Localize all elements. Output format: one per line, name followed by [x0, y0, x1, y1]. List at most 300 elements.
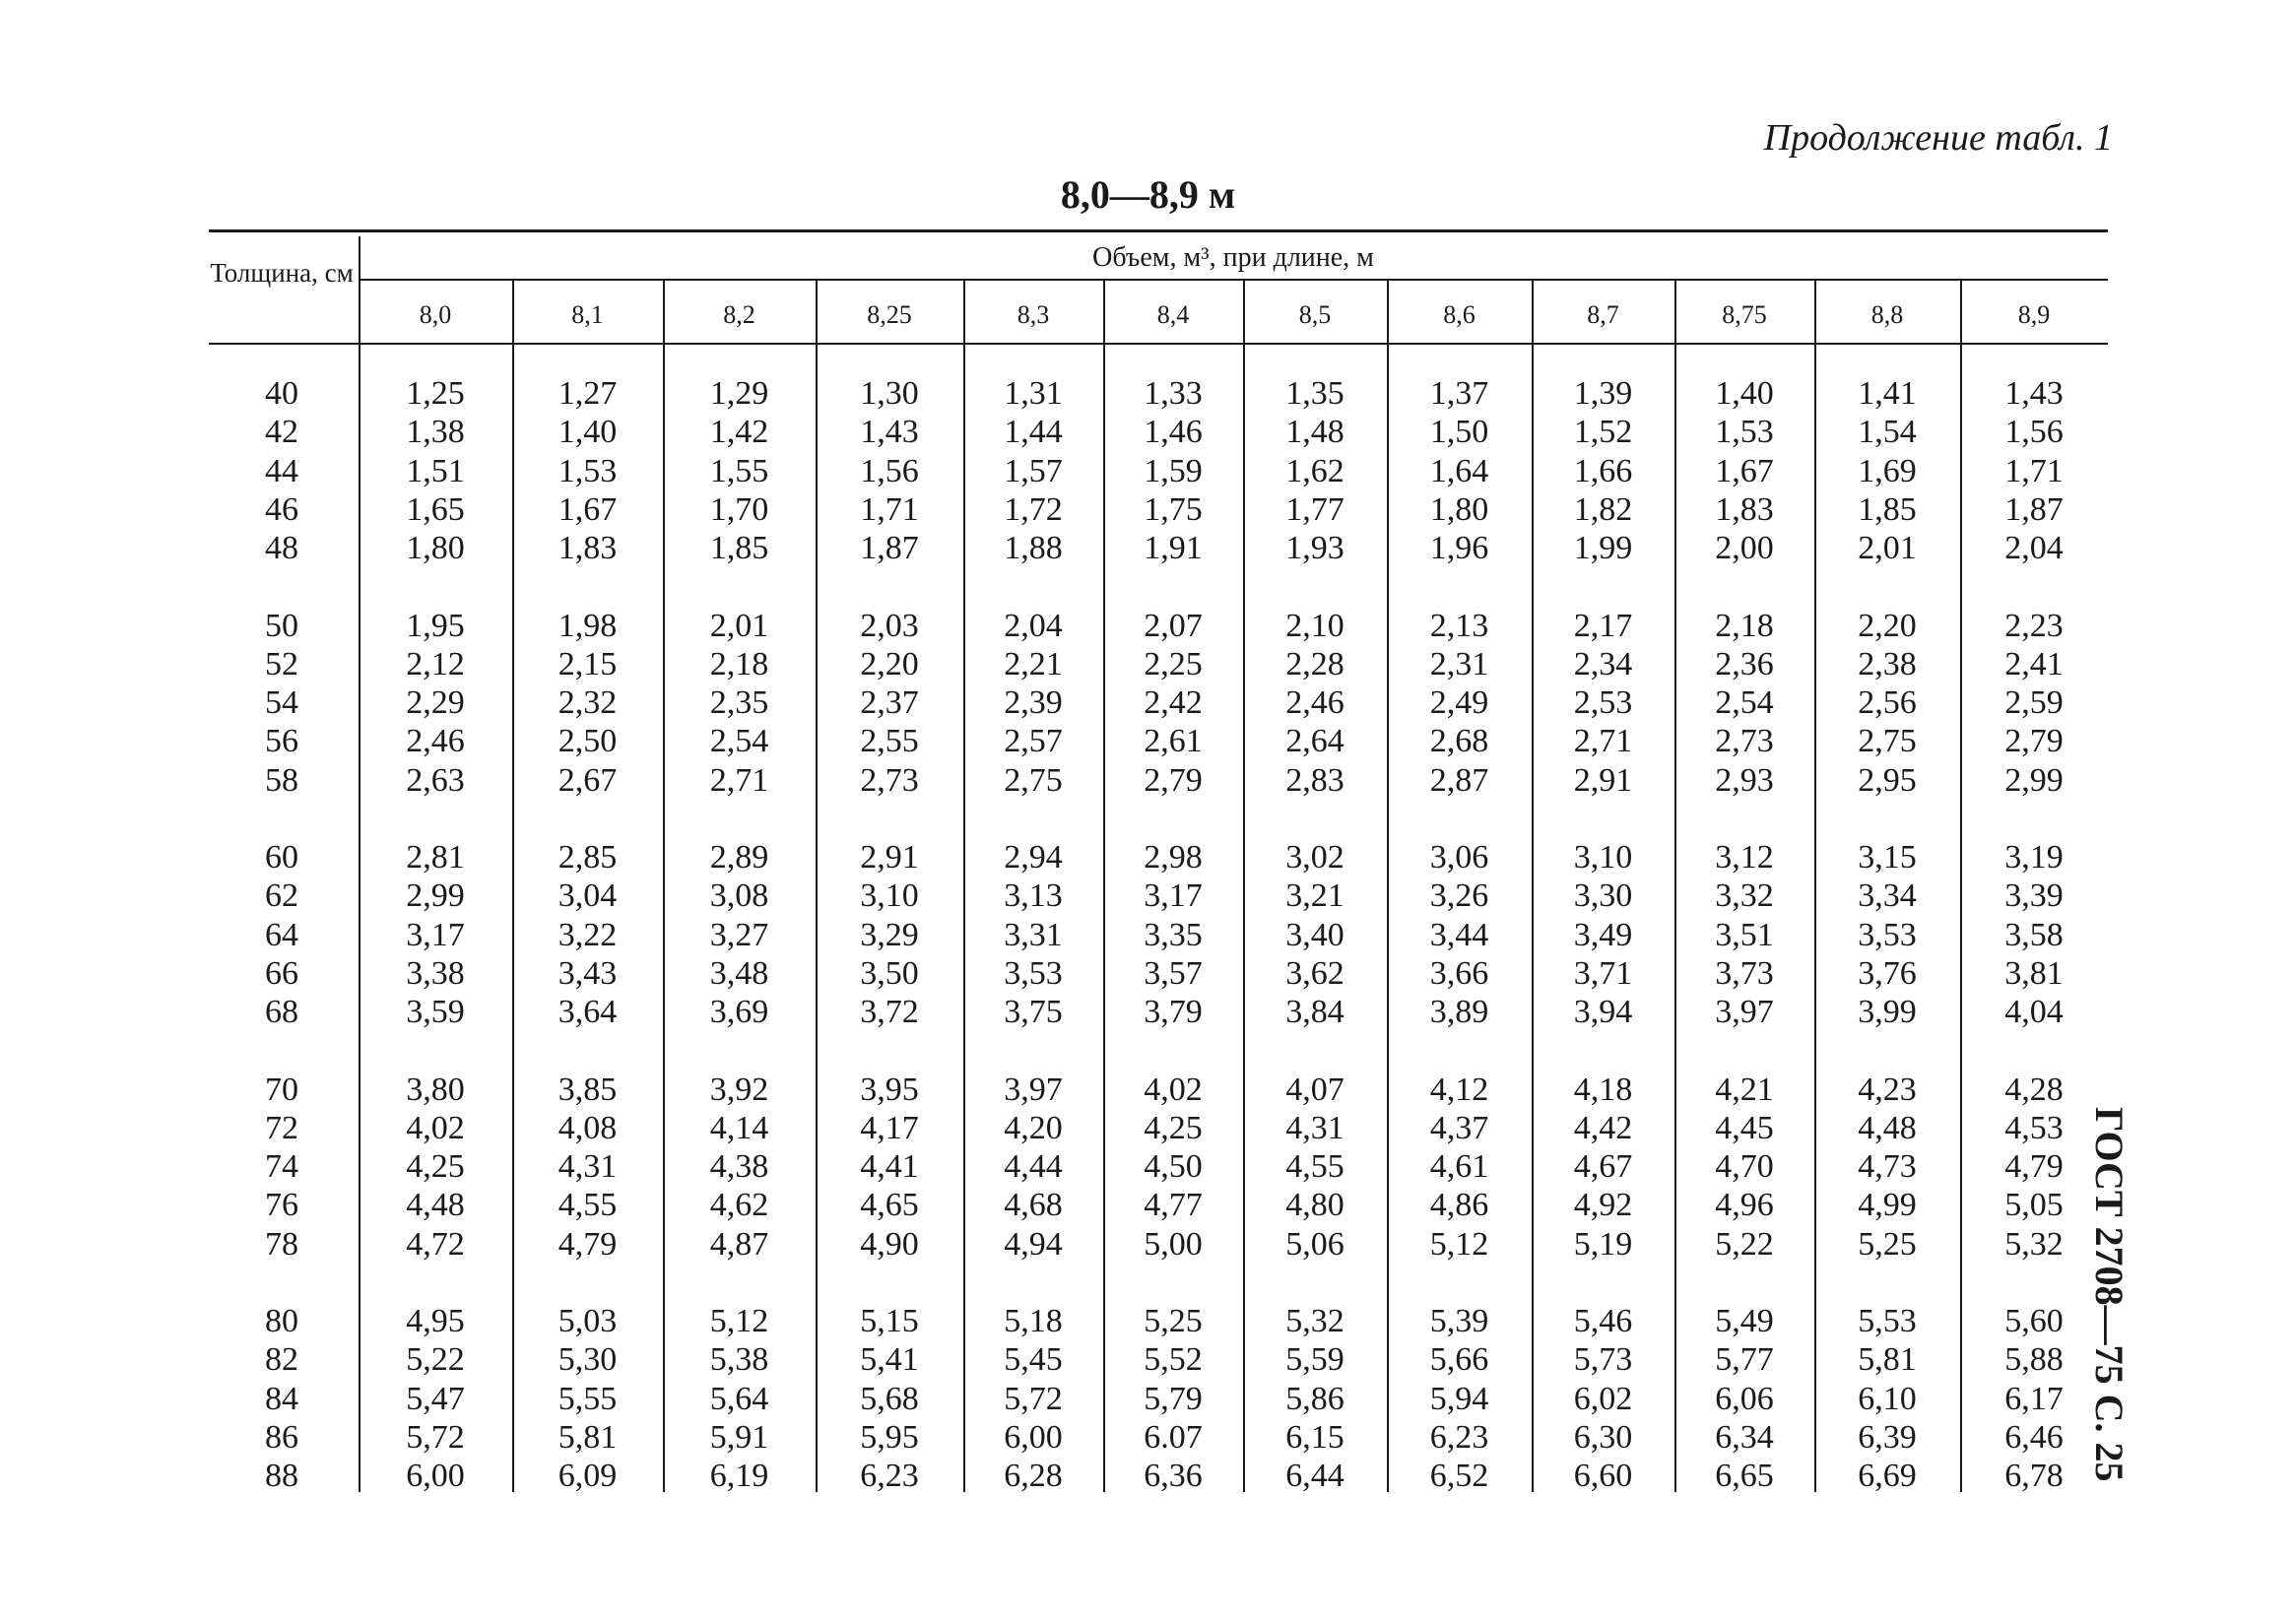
volume-cell: 4,45: [1715, 1109, 1774, 1146]
volume-cell: 1,85: [1858, 490, 1917, 528]
volume-cell: 4,04: [2004, 994, 2064, 1031]
volume-cell: 5,77: [1715, 1341, 1774, 1379]
volume-cell: 2,99: [406, 877, 465, 915]
volume-cell: 3,17: [406, 916, 465, 953]
volume-cell: 3,76: [1858, 954, 1917, 992]
volume-cell: 5,72: [1004, 1380, 1063, 1417]
volume-cell: 3,53: [1858, 916, 1917, 953]
thickness-cell: 52: [265, 645, 298, 682]
volume-cell: 1,71: [2004, 452, 2064, 489]
volume-cell: 2,01: [1858, 530, 1917, 567]
thickness-cell: 78: [265, 1225, 298, 1263]
volume-cell: 2,85: [558, 839, 618, 876]
volume-cell: 2,71: [709, 761, 769, 799]
volume-cell: 2,93: [1715, 761, 1774, 799]
thickness-cell: 88: [265, 1458, 298, 1495]
volume-cell: 1,72: [1004, 490, 1063, 528]
volume-cell: 3,95: [860, 1071, 919, 1108]
volume-cell: 2,41: [2004, 645, 2064, 682]
volume-cell: 4,65: [860, 1187, 919, 1224]
volume-cell: 2,67: [558, 761, 618, 799]
volume-cell: 5,81: [558, 1418, 618, 1456]
thickness-cell: 80: [265, 1303, 298, 1339]
volume-cell: 6,15: [1285, 1418, 1345, 1456]
volume-cell: 3,81: [2004, 954, 2064, 992]
volume-cell: 2,42: [1144, 684, 1203, 722]
thickness-cell: 82: [265, 1341, 298, 1379]
volume-cell: 1,56: [2004, 414, 2064, 451]
volume-cell: 6,09: [558, 1458, 618, 1495]
volume-cell: 1,83: [558, 530, 618, 567]
volume-cell: 4,41: [860, 1148, 919, 1186]
volume-cell: 6,06: [1715, 1380, 1774, 1417]
volume-cell: 1,52: [1573, 414, 1633, 451]
thickness-cell: 76: [265, 1187, 298, 1224]
volume-cell: 2,38: [1858, 645, 1917, 682]
volume-cell: 3,35: [1144, 916, 1203, 953]
volume-cell: 1,50: [1429, 414, 1489, 451]
volume-cell: 6,28: [1004, 1458, 1063, 1495]
volume-cell: 2,56: [1858, 684, 1917, 722]
volume-cell: 1,80: [1429, 490, 1489, 528]
volume-cell: 2,04: [2004, 530, 2064, 567]
volume-cell: 3,17: [1144, 877, 1203, 915]
volume-cell: 4,28: [2004, 1071, 2064, 1108]
volume-cell: 3,21: [1285, 877, 1345, 915]
volume-cell: 4,02: [1144, 1071, 1203, 1108]
volume-cell: 5,94: [1429, 1380, 1489, 1417]
volume-cell: 3,69: [709, 994, 769, 1031]
volume-cell: 3,15: [1858, 839, 1917, 876]
volume-cell: 1,66: [1573, 452, 1633, 489]
volume-cell: 1,67: [1715, 452, 1774, 489]
volume-cell: 4,96: [1715, 1187, 1774, 1224]
thickness-cell: 72: [265, 1109, 298, 1146]
volume-cell: 1,98: [558, 607, 618, 644]
thickness-cell: 68: [265, 994, 298, 1031]
volume-cell: 3,72: [860, 994, 919, 1031]
volume-cell: 5,18: [1004, 1303, 1063, 1339]
volume-cell: 4,42: [1573, 1109, 1633, 1146]
volume-cell: 2,00: [1715, 530, 1774, 567]
volume-cell: 2,79: [2004, 723, 2064, 760]
volume-cell: 5,72: [406, 1418, 465, 1456]
volume-cell: 6,39: [1858, 1418, 1917, 1456]
volume-cell: 3,66: [1429, 954, 1489, 992]
volume-cell: 4,68: [1004, 1187, 1063, 1224]
volume-cell: 2,25: [1144, 645, 1203, 682]
volume-cell: 3,94: [1573, 994, 1633, 1031]
volume-cell: 6,65: [1715, 1458, 1774, 1495]
volume-cell: 2,29: [406, 684, 465, 722]
volume-cell: 3,44: [1429, 916, 1489, 953]
volume-cell: 6,46: [2004, 1418, 2064, 1456]
volume-cell: 4,31: [558, 1148, 618, 1186]
volume-cell: 1,33: [1144, 375, 1203, 412]
volume-cell: 4,25: [1144, 1109, 1203, 1146]
volume-cell: 5,19: [1573, 1225, 1633, 1263]
volume-cell: 1,71: [860, 490, 919, 528]
volume-cell: 2,04: [1004, 607, 1063, 644]
volume-cell: 1,46: [1144, 414, 1203, 451]
volume-cell: 3,97: [1715, 994, 1774, 1031]
thickness-cell: 64: [265, 916, 298, 953]
volume-cell: 1,48: [1285, 414, 1345, 451]
volume-cell: 3,58: [2004, 916, 2064, 953]
volume-cell: 4,55: [1285, 1148, 1345, 1186]
volume-cell: 5,03: [558, 1303, 618, 1339]
volume-cell: 4,48: [406, 1187, 465, 1224]
volume-cell: 6,69: [1858, 1458, 1917, 1495]
volume-cell: 1,41: [1858, 375, 1917, 412]
thickness-cell: 50: [265, 607, 298, 644]
volume-cell: 1,40: [558, 414, 618, 451]
volume-cell: 1,56: [860, 452, 919, 489]
volume-cell: 3,04: [558, 877, 618, 915]
thickness-cell: 42: [265, 414, 298, 451]
volume-cell: 4,61: [1429, 1148, 1489, 1186]
volume-cell: 5,06: [1285, 1225, 1345, 1263]
volume-cell: 4,79: [2004, 1148, 2064, 1186]
volume-cell: 4,87: [709, 1225, 769, 1263]
volume-cell: 1,39: [1573, 375, 1633, 412]
thickness-cell: 48: [265, 530, 298, 567]
volume-cell: 1,37: [1429, 375, 1489, 412]
volume-cell: 1,96: [1429, 530, 1489, 567]
volume-cell: 4,21: [1715, 1071, 1774, 1108]
thickness-cell: 62: [265, 877, 298, 915]
volume-cell: 2,87: [1429, 761, 1489, 799]
volume-cell: 4,17: [860, 1109, 919, 1146]
group-header-rule: [359, 279, 2108, 281]
volume-cell: 3,19: [2004, 839, 2064, 876]
volume-cell: 4,07: [1285, 1071, 1345, 1108]
volume-cell: 3,97: [1004, 1071, 1063, 1108]
volume-cell: 2,46: [406, 723, 465, 760]
volume-cell: 2,91: [1573, 761, 1633, 799]
volume-cell: 3,08: [709, 877, 769, 915]
volume-cell: 4,38: [709, 1148, 769, 1186]
thickness-cell: 56: [265, 723, 298, 760]
volume-cell: 1,53: [1715, 414, 1774, 451]
volume-cell: 4,48: [1858, 1109, 1917, 1146]
volume-cell: 2,23: [2004, 607, 2064, 644]
volume-cell: 1,80: [406, 530, 465, 567]
volume-cell: 1,35: [1285, 375, 1345, 412]
volume-cell: 1,29: [709, 375, 769, 412]
volume-cell: 4,08: [558, 1109, 618, 1146]
volume-cell: 6,23: [1429, 1418, 1489, 1456]
volume-cell: 2,13: [1429, 607, 1489, 644]
volume-cell: 2,35: [709, 684, 769, 722]
thickness-cell: 66: [265, 954, 298, 992]
volume-cell: 6,52: [1429, 1458, 1489, 1495]
volume-cell: 1,40: [1715, 375, 1774, 412]
thickness-cell: 74: [265, 1148, 298, 1186]
thickness-cell: 44: [265, 452, 298, 489]
volume-cell: 5,66: [1429, 1341, 1489, 1379]
volume-cell: 5,32: [1285, 1303, 1345, 1339]
volume-cell: 2,37: [860, 684, 919, 722]
volume-cell: 3,64: [558, 994, 618, 1031]
volume-cell: 4,37: [1429, 1109, 1489, 1146]
volume-cell: 1,44: [1004, 414, 1063, 451]
volume-cell: 1,67: [558, 490, 618, 528]
length-header: 8,7: [1587, 300, 1619, 329]
volume-cell: 1,77: [1285, 490, 1345, 528]
volume-cell: 2,68: [1429, 723, 1489, 760]
volume-cell: 4,90: [860, 1225, 919, 1263]
volume-cell: 2,17: [1573, 607, 1633, 644]
volume-cell: 3,53: [1004, 954, 1063, 992]
volume-cell: 3,32: [1715, 877, 1774, 915]
volume-cell: 4,18: [1573, 1071, 1633, 1108]
volume-cell: 1,82: [1573, 490, 1633, 528]
volume-cell: 3,79: [1144, 994, 1203, 1031]
volume-cell: 1,43: [860, 414, 919, 451]
volume-cell: 5,46: [1573, 1303, 1633, 1339]
volume-cell: 2,54: [1715, 684, 1774, 722]
volume-cell: 2,73: [1715, 723, 1774, 760]
volume-cell: 5,38: [709, 1341, 769, 1379]
volume-cell: 4,25: [406, 1148, 465, 1186]
volume-cell: 4,53: [2004, 1109, 2064, 1146]
volume-cell: 6,30: [1573, 1418, 1633, 1456]
volume-cell: 6,02: [1573, 1380, 1633, 1417]
volume-cell: 5,59: [1285, 1341, 1345, 1379]
volume-cell: 5,25: [1858, 1225, 1917, 1263]
volume-cell: 4,73: [1858, 1148, 1917, 1186]
volume-cell: 2,53: [1573, 684, 1633, 722]
header-bottom-rule: [209, 343, 2108, 345]
volume-cell: 2,95: [1858, 761, 1917, 799]
volume-cell: 3,59: [406, 994, 465, 1031]
volume-cell: 2,50: [558, 723, 618, 760]
volume-cell: 3,89: [1429, 994, 1489, 1031]
volume-cell: 3,40: [1285, 916, 1345, 953]
volume-cell: 1,95: [406, 607, 465, 644]
volume-cell: 2,49: [1429, 684, 1489, 722]
volume-cell: 3,84: [1285, 994, 1345, 1031]
length-header: 8,75: [1722, 300, 1767, 329]
volume-cell: 1,99: [1573, 530, 1633, 567]
volume-cell: 5,95: [860, 1418, 919, 1456]
volume-cell: 5,22: [1715, 1225, 1774, 1263]
volume-cell: 5,30: [558, 1341, 618, 1379]
volume-cell: 5,60: [2004, 1303, 2064, 1339]
volume-group-header: Объем, м³, при длине, м: [1092, 242, 1374, 273]
volume-cell: 4,31: [1285, 1109, 1345, 1146]
volume-cell: 6,00: [406, 1458, 465, 1495]
length-header: 8,5: [1298, 300, 1332, 329]
volume-cell: 4,23: [1858, 1071, 1917, 1108]
volume-cell: 2,54: [709, 723, 769, 760]
volume-cell: 6,44: [1285, 1458, 1345, 1495]
thickness-cell: 46: [265, 490, 298, 528]
volume-cell: 5,91: [709, 1418, 769, 1456]
volume-cell: 2,64: [1285, 723, 1345, 760]
volume-cell: 2,73: [860, 761, 919, 799]
thickness-cell: 86: [265, 1418, 298, 1456]
volume-cell: 2,89: [709, 839, 769, 876]
volume-cell: 4,44: [1004, 1148, 1063, 1186]
length-header: 8,25: [867, 300, 912, 329]
volume-cell: 2,34: [1573, 645, 1633, 682]
volume-cell: 1,62: [1285, 452, 1345, 489]
volume-cell: 5,55: [558, 1380, 618, 1417]
volume-cell: 4,62: [709, 1187, 769, 1224]
volume-cell: 1,43: [2004, 375, 2064, 412]
volume-cell: 6,34: [1715, 1418, 1774, 1456]
length-header: 8,0: [419, 300, 452, 329]
volume-cell: 5,88: [2004, 1341, 2064, 1379]
volume-cell: 2,83: [1285, 761, 1345, 799]
volume-cell: 1,30: [860, 375, 919, 412]
volume-cell: 1,83: [1715, 490, 1774, 528]
volume-cell: 1,65: [406, 490, 465, 528]
volume-cell: 3,80: [406, 1071, 465, 1108]
volume-cell: 3,62: [1285, 954, 1345, 992]
volume-cell: 5,64: [709, 1380, 769, 1417]
volume-cell: 1,69: [1858, 452, 1917, 489]
volume-cell: 3,49: [1573, 916, 1633, 953]
volume-cell: 3,39: [2004, 877, 2064, 915]
volume-cell: 3,73: [1715, 954, 1774, 992]
volume-cell: 3,26: [1429, 877, 1489, 915]
thickness-cell: 84: [265, 1380, 298, 1417]
volume-cell: 6,60: [1573, 1458, 1633, 1495]
volume-cell: 2,03: [860, 607, 919, 644]
volume-cell: 3,27: [709, 916, 769, 953]
continuation-note: Продолжение табл. 1: [1763, 117, 2113, 159]
volume-cell: 4,80: [1285, 1187, 1345, 1224]
volume-cell: 2,28: [1285, 645, 1345, 682]
volume-cell: 2,46: [1285, 684, 1345, 722]
thickness-cell: 70: [265, 1071, 298, 1108]
length-header: 8,4: [1156, 300, 1190, 329]
volume-cell: 2,20: [1858, 607, 1917, 644]
volume-cell: 2,18: [709, 645, 769, 682]
volume-cell: 3,34: [1858, 877, 1917, 915]
volume-cell: 4,79: [558, 1225, 618, 1263]
volume-cell: 4,86: [1429, 1187, 1489, 1224]
volume-cell: 5,39: [1429, 1303, 1489, 1339]
volume-cell: 1,27: [558, 375, 618, 412]
volume-cell: 1,57: [1004, 452, 1063, 489]
volume-cell: 6,78: [2004, 1458, 2064, 1495]
volume-cell: 1,59: [1144, 452, 1203, 489]
volume-cell: 2,15: [558, 645, 618, 682]
volume-cell: 1,31: [1004, 375, 1063, 412]
volume-cell: 3,51: [1715, 916, 1774, 953]
volume-cell: 1,54: [1858, 414, 1917, 451]
table-top-rule: [209, 229, 2108, 232]
volume-cell: 4,95: [406, 1303, 465, 1339]
volume-cell: 3,02: [1285, 839, 1345, 876]
volume-cell: 1,38: [406, 414, 465, 451]
volume-cell: 2,31: [1429, 645, 1489, 682]
volume-cell: 5,05: [2004, 1187, 2064, 1224]
volume-cell: 3,12: [1715, 839, 1774, 876]
volume-cell: 1,87: [860, 530, 919, 567]
volume-cell: 5,86: [1285, 1380, 1345, 1417]
volume-cell: 2,75: [1858, 723, 1917, 760]
volume-cell: 4,72: [406, 1225, 465, 1263]
volume-cell: 1,85: [709, 530, 769, 567]
volume-cell: 3,71: [1573, 954, 1633, 992]
volume-cell: 3,29: [860, 916, 919, 953]
volume-cell: 6,10: [1858, 1380, 1917, 1417]
volume-cell: 2,21: [1004, 645, 1063, 682]
volume-cell: 5,45: [1004, 1341, 1063, 1379]
volume-cell: 2,79: [1144, 761, 1203, 799]
volume-cell: 3,57: [1144, 954, 1203, 992]
volume-cell: 4,94: [1004, 1225, 1063, 1263]
length-header: 8,1: [571, 300, 604, 329]
volume-cell: 3,31: [1004, 916, 1063, 953]
volume-cell: 2,61: [1144, 723, 1203, 760]
volume-cell: 6,23: [860, 1458, 919, 1495]
volume-cell: 2,91: [860, 839, 919, 876]
volume-cell: 2,07: [1144, 607, 1203, 644]
thickness-cell: 60: [265, 839, 298, 876]
volume-cell: 5,73: [1573, 1341, 1633, 1379]
volume-cell: 5,47: [406, 1380, 465, 1417]
thickness-header: Толщина, см: [210, 258, 354, 288]
volume-cell: 5,22: [406, 1341, 465, 1379]
length-header: 8,3: [1017, 300, 1050, 329]
volume-cell: 3,22: [558, 916, 618, 953]
volume-cell: 4,55: [558, 1187, 618, 1224]
volume-cell: 3,30: [1573, 877, 1633, 915]
volume-cell: 5,00: [1144, 1225, 1203, 1263]
volume-cell: 1,55: [709, 452, 769, 489]
volume-cell: 5,79: [1144, 1380, 1203, 1417]
volume-cell: 3,92: [709, 1071, 769, 1108]
volume-cell: 4,70: [1715, 1148, 1774, 1186]
volume-cell: 3,99: [1858, 994, 1917, 1031]
volume-cell: 5,32: [2004, 1225, 2064, 1263]
volume-cell: 2,10: [1285, 607, 1345, 644]
volume-cell: 1,42: [709, 414, 769, 451]
volume-cell: 2,32: [558, 684, 618, 722]
volume-cell: 4,14: [709, 1109, 769, 1146]
volume-cell: 6.07: [1144, 1418, 1203, 1456]
volume-cell: 5,15: [860, 1303, 919, 1339]
volume-cell: 3,43: [558, 954, 618, 992]
volume-cell: 5,25: [1144, 1303, 1203, 1339]
volume-cell: 6,36: [1144, 1458, 1203, 1495]
range-title: 8,0—8,9 м: [1060, 172, 1236, 217]
volume-cell: 5,68: [860, 1380, 919, 1417]
volume-cell: 4,92: [1573, 1187, 1633, 1224]
volume-cell: 5,81: [1858, 1341, 1917, 1379]
volume-cell: 2,81: [406, 839, 465, 876]
side-page-label: ГОСТ 2708—75 С. 25: [2087, 1107, 2132, 1482]
volume-cell: 4,77: [1144, 1187, 1203, 1224]
length-header: 8,8: [1870, 300, 1904, 329]
volume-cell: 1,70: [709, 490, 769, 528]
volume-cell: 2,55: [860, 723, 919, 760]
volume-cell: 5,41: [860, 1341, 919, 1379]
volume-cell: 2,59: [2004, 684, 2064, 722]
volume-cell: 2,12: [406, 645, 465, 682]
volume-cell: 1,75: [1144, 490, 1203, 528]
volume-cell: 3,85: [558, 1071, 618, 1108]
volume-cell: 1,93: [1285, 530, 1345, 567]
volume-cell: 1,91: [1144, 530, 1203, 567]
volume-cell: 3,10: [860, 877, 919, 915]
